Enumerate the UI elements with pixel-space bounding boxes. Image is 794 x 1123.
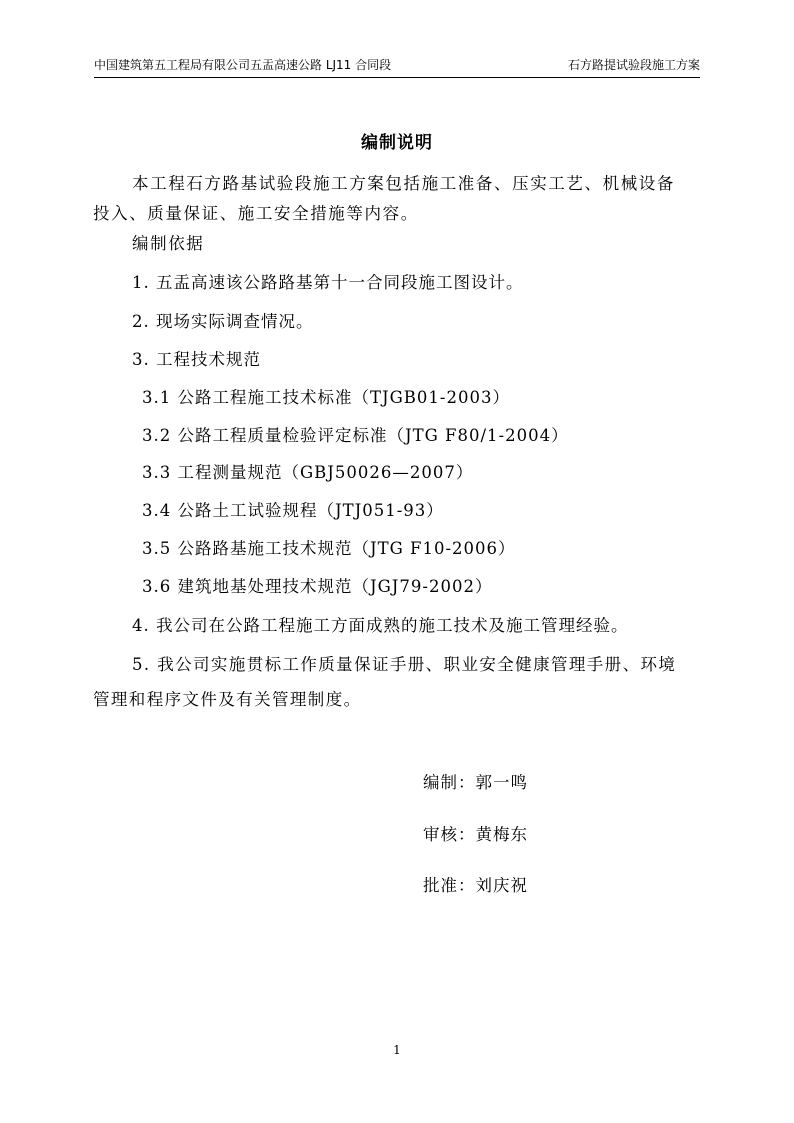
document-title: 编制说明 bbox=[361, 133, 433, 153]
basis-item-5-line-1: 5. 我公司实施贯标工作质量保证手册、职业安全健康管理手册、环境 bbox=[132, 655, 677, 674]
page-number: 1 bbox=[393, 1043, 401, 1057]
spec-item-3-5: 3.5 公路路基施工技术规范（JTG F10-2006） bbox=[142, 539, 516, 558]
basis-item-2: 2. 现场实际调查情况。 bbox=[132, 312, 314, 331]
basis-heading: 编制依据 bbox=[132, 234, 205, 253]
basis-item-3: 3. 工程技术规范 bbox=[132, 350, 261, 369]
signature-reviewed-by: 审核：黄梅东 bbox=[423, 825, 528, 844]
signature-approved-by: 批准：刘庆祝 bbox=[423, 876, 528, 895]
spec-item-3-4: 3.4 公路土工试验规程（JTJ051-93） bbox=[142, 501, 444, 520]
spec-item-3-2: 3.2 公路工程质量检验评定标准（JTG F80/1-2004） bbox=[142, 426, 569, 445]
signature-compiled-by: 编制：郭一鸣 bbox=[423, 773, 528, 792]
spec-item-3-1: 3.1 公路工程施工技术标准（TJGB01-2003） bbox=[142, 388, 510, 407]
basis-item-5-line-2: 管理和程序文件及有关管理制度。 bbox=[93, 690, 362, 709]
header-project-title: 中国建筑第五工程局有限公司五盂高速公路 LJ11 合同段 bbox=[94, 58, 392, 72]
spec-item-3-3: 3.3 工程测量规范（GBJ50026—2007） bbox=[142, 463, 474, 482]
header-document-title: 石方路提试验段施工方案 bbox=[567, 58, 700, 72]
page-header bbox=[94, 55, 700, 78]
intro-paragraph-line-2: 投入、质量保证、施工安全措施等内容。 bbox=[93, 204, 419, 223]
spec-item-3-6: 3.6 建筑地基处理技术规范（JGJ79-2002） bbox=[142, 577, 493, 596]
basis-item-4: 4. 我公司在公路工程施工方面成熟的施工技术及施工管理经验。 bbox=[132, 616, 629, 635]
intro-paragraph-line-1: 本工程石方路基试验段施工方案包括施工准备、压实工艺、机械设备 bbox=[132, 174, 675, 193]
basis-item-1: 1. 五盂高速该公路路基第十一合同段施工图设计。 bbox=[132, 273, 524, 292]
